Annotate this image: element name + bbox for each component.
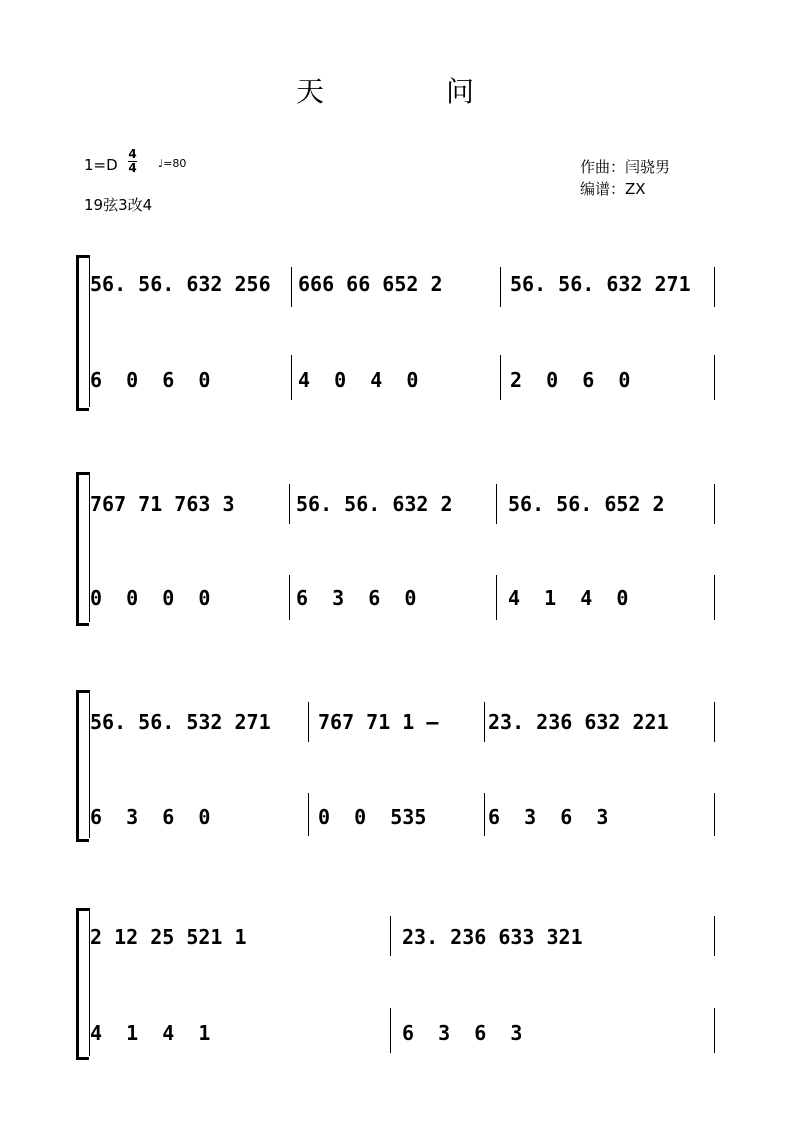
barline bbox=[714, 793, 715, 836]
system-brace bbox=[76, 255, 89, 411]
barline bbox=[291, 355, 292, 400]
barline bbox=[484, 793, 485, 836]
barline bbox=[714, 484, 715, 524]
key-signature: 1=D bbox=[84, 156, 118, 174]
bass-measure: 6 0 6 0 bbox=[90, 368, 211, 392]
barline bbox=[714, 575, 715, 620]
barline bbox=[308, 793, 309, 836]
barline bbox=[500, 267, 501, 307]
bass-measure: 4 1 4 0 bbox=[508, 586, 629, 610]
barline bbox=[390, 916, 391, 956]
barline bbox=[496, 484, 497, 524]
composer-credit: 作曲：闫骁男 bbox=[580, 158, 671, 176]
system-brace bbox=[76, 690, 89, 842]
melody-measure: 767 71 763 3 bbox=[90, 492, 235, 516]
bass-measure: 4 1 4 1 bbox=[90, 1021, 211, 1045]
system-brace bbox=[76, 472, 89, 626]
barline bbox=[291, 267, 292, 307]
melody-measure: 23. 236 633 321 bbox=[402, 925, 583, 949]
bass-measure: 6 3 6 3 bbox=[488, 805, 609, 829]
time-signature bbox=[128, 148, 137, 175]
melody-measure: 56. 56. 632 2 bbox=[296, 492, 453, 516]
barline bbox=[308, 702, 309, 742]
melody-measure: 56. 56. 652 2 bbox=[508, 492, 665, 516]
score-system-2 bbox=[76, 472, 716, 622]
bass-measure: 0 0 0 0 bbox=[90, 586, 211, 610]
melody-measure: 23. 236 632 221 bbox=[488, 710, 669, 734]
arranger-credit: 编谱：ZX bbox=[580, 180, 646, 198]
barline bbox=[390, 1008, 391, 1053]
barline bbox=[714, 355, 715, 400]
bass-measure: 2 0 6 0 bbox=[510, 368, 631, 392]
score-title: 天 问 bbox=[296, 75, 477, 108]
time-signature-denominator: 4 bbox=[128, 161, 137, 175]
barline bbox=[714, 267, 715, 307]
melody-measure: 56. 56. 532 271 bbox=[90, 710, 271, 734]
barline bbox=[496, 575, 497, 620]
time-signature-numerator: 4 bbox=[128, 147, 137, 161]
barline bbox=[714, 1008, 715, 1053]
bass-measure: 6 3 6 0 bbox=[90, 805, 211, 829]
score-system-1 bbox=[76, 255, 716, 407]
instrument-label: 19弦3改4 bbox=[84, 196, 153, 214]
melody-measure: 666 66 652 2 bbox=[298, 272, 443, 296]
melody-measure: 2 12 25 521 1 bbox=[90, 925, 247, 949]
barline bbox=[289, 575, 290, 620]
bass-measure: 0 0 535 bbox=[318, 805, 427, 829]
score-system-3 bbox=[76, 690, 716, 838]
bass-measure: 6 3 6 3 bbox=[402, 1021, 523, 1045]
barline bbox=[484, 702, 485, 742]
melody-measure: 767 71 1 – bbox=[318, 710, 439, 734]
score-system-4 bbox=[76, 908, 716, 1056]
barline bbox=[714, 702, 715, 742]
barline bbox=[289, 484, 290, 524]
bass-measure: 6 3 6 0 bbox=[296, 586, 417, 610]
barline bbox=[714, 916, 715, 956]
system-brace bbox=[76, 908, 89, 1060]
melody-measure: 56. 56. 632 271 bbox=[510, 272, 691, 296]
bass-measure: 4 0 4 0 bbox=[298, 368, 419, 392]
tempo-marking: ♩=80 bbox=[158, 157, 187, 170]
melody-measure: 56. 56. 632 256 bbox=[90, 272, 271, 296]
barline bbox=[500, 355, 501, 400]
